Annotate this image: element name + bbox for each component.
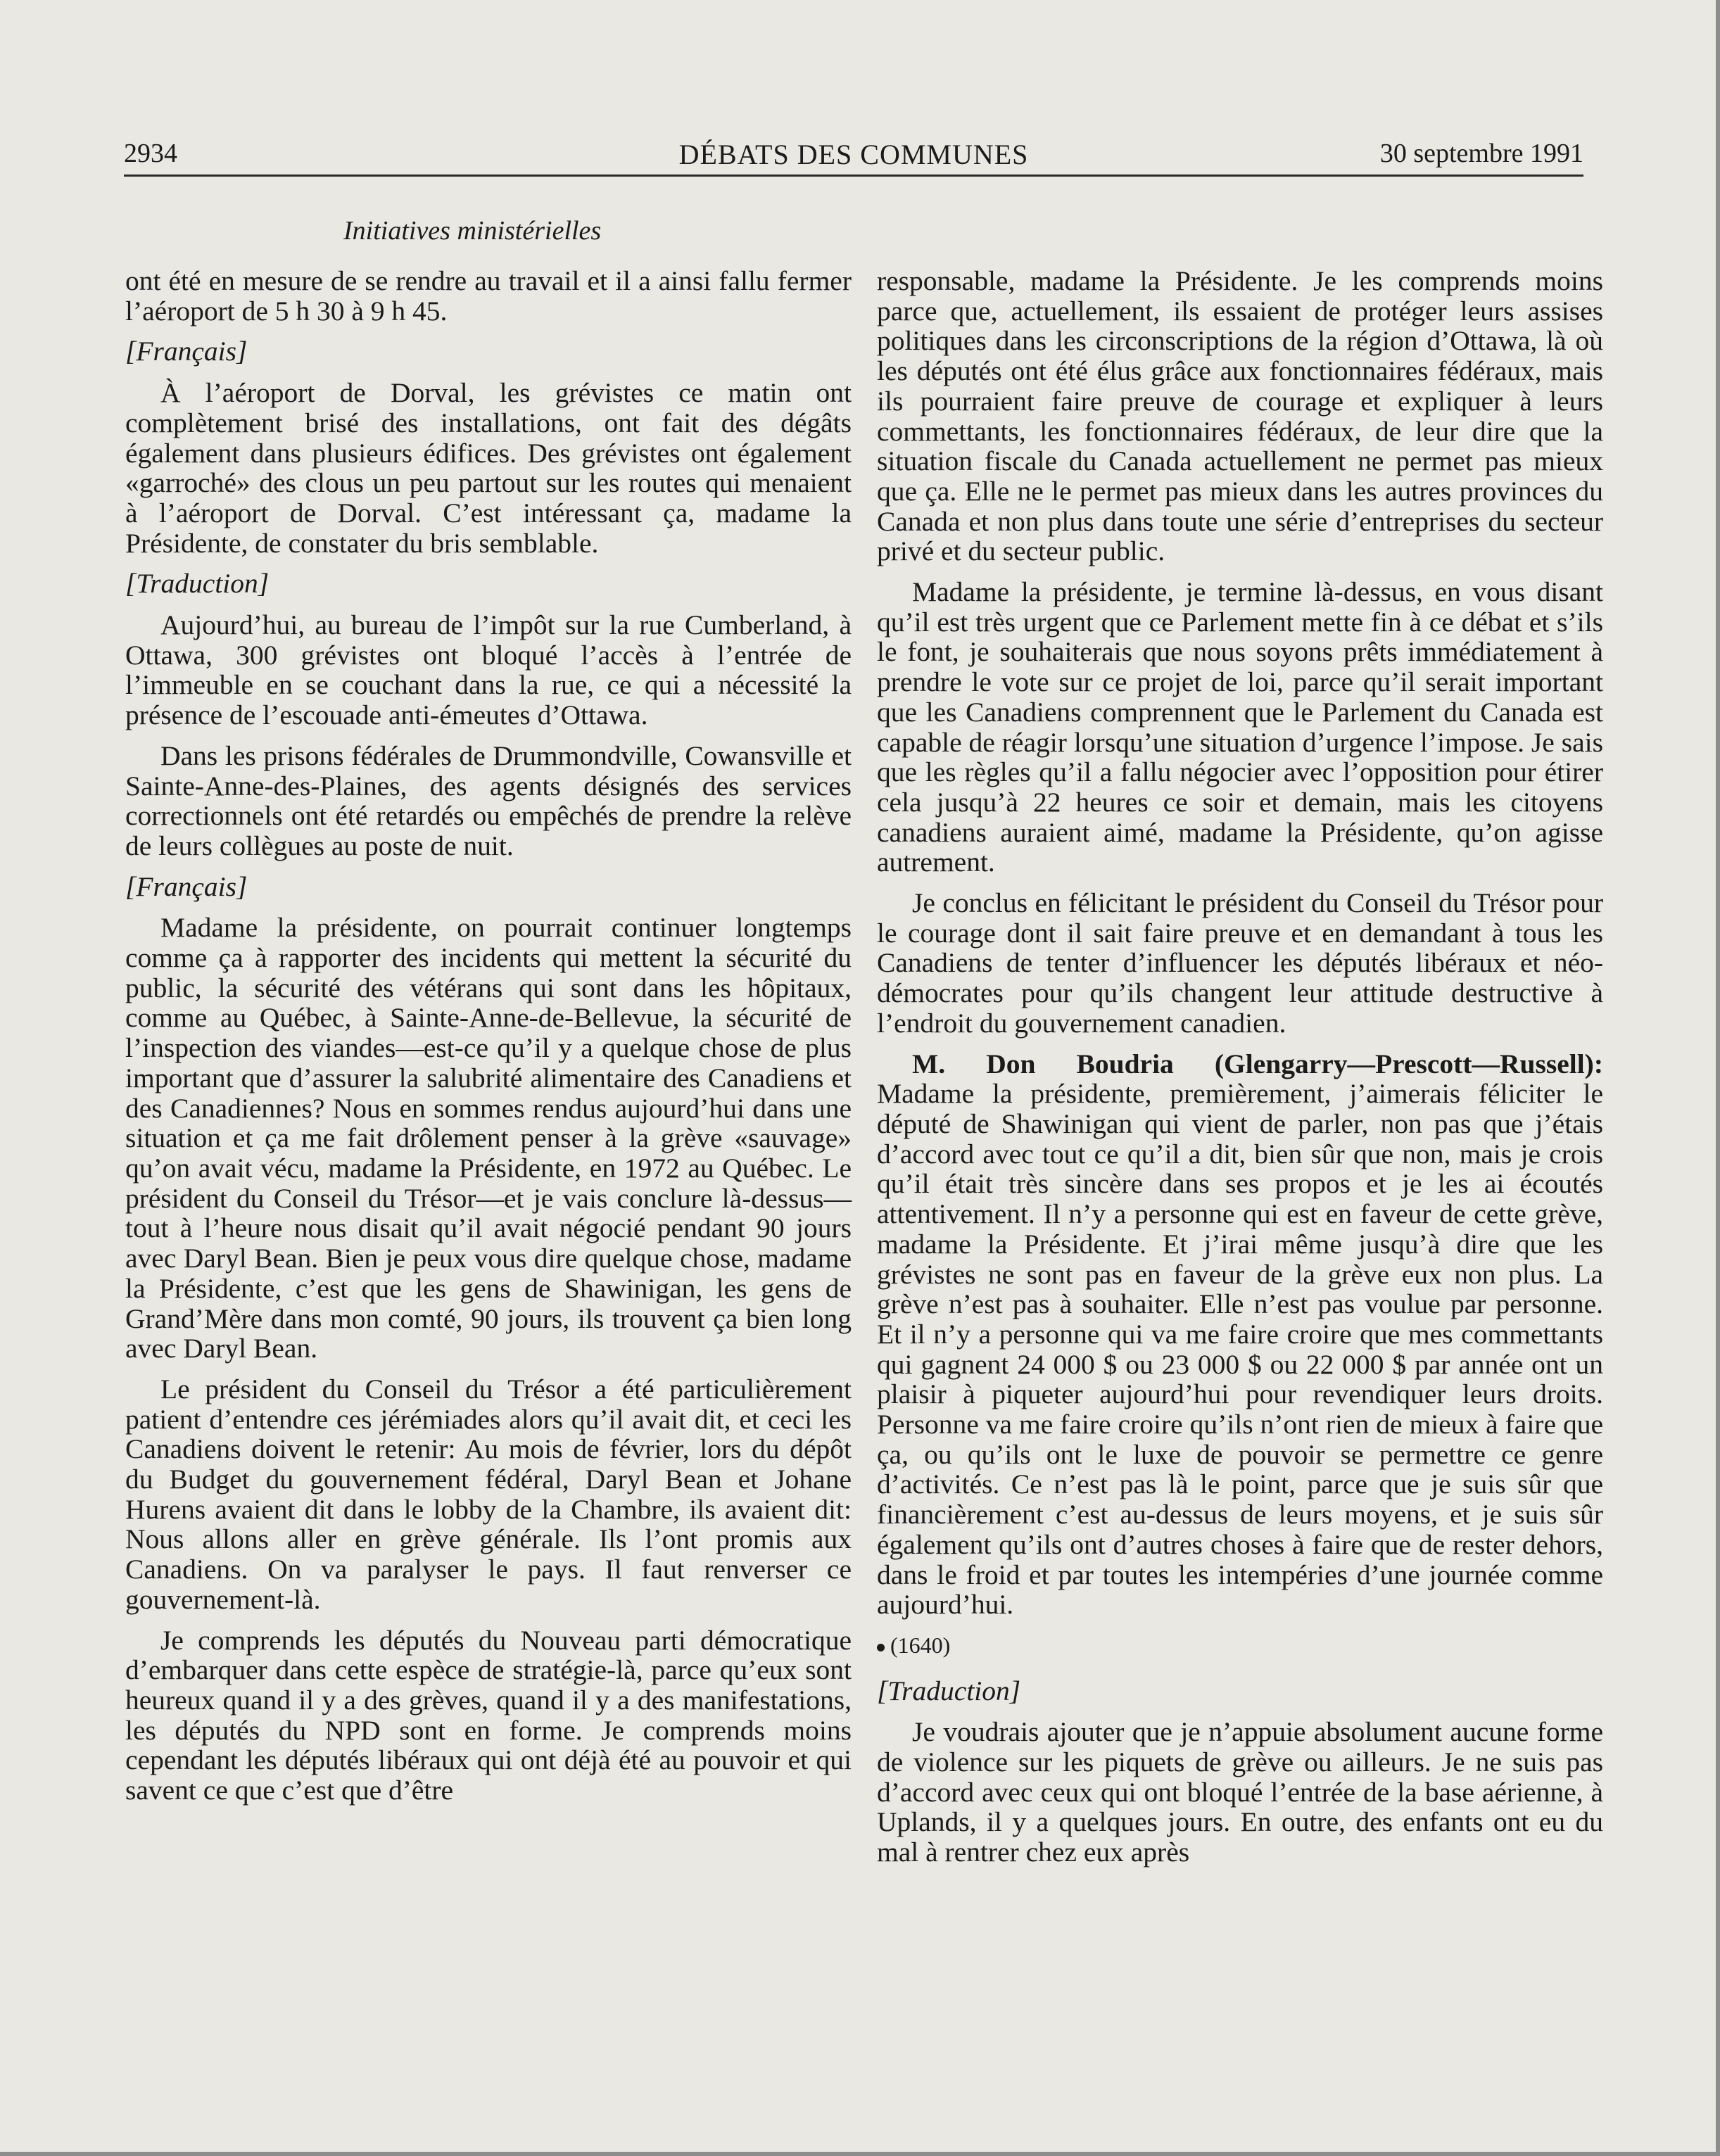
speech-paragraph: [877, 1049, 1603, 1620]
publication-title: DÉBATS DES COMMUNES: [678, 139, 1029, 170]
bullet-icon: [877, 1644, 885, 1651]
paragraph: À l’aéroport de Dorval, les grévistes ce matin ont complètement brisé des installations, ont fait des dégâts également dans plusieurs édifices. Des grévistes ont également «garroché» des clous un peu partout sur les routes qui menaient à l’aéroport de Dorval. C’est intéressant ça, madame la Présidente, de constater du bris semblable.: [125, 377, 852, 559]
scan-edge-bottom: [0, 2152, 1720, 2156]
paragraph: Le président du Conseil du Trésor a été particulièrement patient d’entendre ces jérémiades alors qu’il avait dit, et ceci les Canadiens doivent le retenir: Au mois de février, lors du dépôt du Budget du gouvernement fédéral, Daryl Bean et Johane Hurens avaient dit dans le lobby de la Chambre, ils avaient dit: Nous allons aller en grève générale. Ils l’ont promis aux Canadiens. On va paralyser le pays. Il faut renverser ce gouvernement-là.: [125, 1373, 852, 1615]
paragraph: ont été en mesure de se rendre au travail et il a ainsi fallu fermer l’aéroport de 5 h 30 à 9 h 45.: [125, 265, 852, 326]
paragraph: Je conclus en félicitant le président du Conseil du Trésor pour le courage dont il sait faire preuve et en demandant à tous les Canadiens de tenter d’influencer les députés libéraux et néo-démocrates pour qu’ils changent leur attitude destructive à l’endroit du gouvernement canadien.: [877, 887, 1603, 1039]
paragraph: Je comprends les députés du Nouveau parti démocratique d’embarquer dans cette espèce de stratégie-là, parce qu’eux sont heureux quand il y a des grèves, quand il y a des manifestations, les députés du NPD sont en forme. Je comprends moins cependant les députés libéraux qui ont déjà été au pouvoir et qui savent ce que c’est que d’être: [125, 1624, 852, 1806]
publication-date: 30 septembre 1991: [1379, 139, 1583, 168]
right-column: [877, 266, 1603, 1878]
speech-text: Madame la présidente, premièrement, j’aimerais féliciter le député de Shawinigan qui vient de parler, non pas que j’étais d’accord avec tout ce qu’il a dit, bien sûr que non, mais je crois qu’il était très sincère dans ses propos et je les ai écoutés attentivement. Il n’y a personne qui est en faveur de cette grève, madame la Présidente. Et j’irai même jusqu’à dire que les grévistes ne sont pas en faveur de la grève eux non plus. La grève n’est pas à souhaiter. Elle n’est pas voulue par personne. Et il n’y a personne qui va me faire croire que mes commettants qui gagnent 24 000 $ ou 23 000 $ ou 22 000 $ par année ont un plaisir à piqueter aujourd’hui pour revendiquer leurs droits. Personne va me faire croire qu’ils n’ont rien de mieux à faire que ça, ou qu’ils ont le luxe de pouvoir se permettre ce genre d’activités. Ce n’est pas là le point, parce que je suis sûr que financièrement c’est au-dessus de leurs moyens, et je suis sûr également qu’ils ont d’autres choses à faire que de rester dehors, dans le froid et par toutes les intempéries d’une journée comme aujourd’hui.: [877, 1078, 1603, 1621]
page-number: 2934: [124, 139, 177, 168]
paragraph: Madame la présidente, je termine là-dessus, en vous disant qu’il est très urgent que ce Parlement mette fin à ce débat et s’ils le font, je souhaiterais que nous soyons prêts immédiatement à prendre le vote sur ce projet de loi, parce qu’il serait important que les Canadiens comprennent que le Parlement du Canada est capable de réagir lorsqu’une situation d’urgence l’impose. Je sais que les règles qu’il a fallu négocier avec l’opposition pour étirer cela jusqu’à 22 heures ce soir et demain, mais les citoyens canadiens auraient aimé, madame la Présidente, qu’on agisse autrement.: [877, 576, 1603, 878]
header-rule: [124, 175, 1583, 177]
language-tag: [Français]: [125, 336, 248, 367]
page-header: [124, 138, 1583, 177]
speaker-name: M. Don Boudria (Glengarry—Prescott—Russell):: [912, 1048, 1603, 1079]
section-heading: Initiatives ministérielles: [343, 216, 602, 246]
language-tag: [Traduction]: [125, 568, 270, 600]
paragraph: Je voudrais ajouter que je n’appuie absolument aucune forme de violence sur les piquets de grève ou ailleurs. Je ne suis pas d’accord avec ceux qui ont bloqué l’entrée de la base aérienne, à Uplands, il y a quelques jours. En outre, des enfants ont eu du mal à rentrer chez eux après: [877, 1716, 1603, 1868]
time-label: (1640): [890, 1632, 951, 1658]
language-tag: [Français]: [125, 870, 248, 902]
paragraph: responsable, madame la Présidente. Je les comprends moins parce que, actuellement, ils essaient de protéger leurs assises politiques dans les circonscriptions de la région d’Ottawa, là où les députés ont été élus grâce aux fonctionnaires fédéraux, mais ils pourraient faire preuve de courage et expliquer à leurs commettants, les fonctionnaires fédéraux, de leur dire que la situation fiscale du Canada actuellement ne permet pas mieux que ça. Elle ne le permet pas mieux dans les autres provinces du Canada et non plus dans toute une série d’entreprises du secteur privé et du secteur public.: [877, 265, 1603, 567]
paragraph: Dans les prisons fédérales de Drummondville, Cowansville et Sainte-Anne-des-Plaines, des agents désignés des services correctionnels ont été retardés ou empêchés de prendre la relève de leurs collègues au poste de nuit.: [125, 740, 852, 861]
scan-edge-right: [1716, 0, 1720, 2156]
paragraph: Madame la présidente, on pourrait continuer longtemps comme ça à rapporter des incidents qui mettent la sécurité du public, la sécurité des vétérans qui sont dans les hôpitaux, comme au Québec, à Sainte-Anne-de-Bellevue, la sécurité de l’inspection des viandes—est-ce qu’il y a quelque chose de plus important que d’assurer la salubrité alimentaire des Canadiens et des Canadiennes? Nous en sommes rendus aujourd’hui dans une situation et ça me fait drôlement penser à la grève «sauvage» qu’on avait vécu, madame la Présidente, en 1972 au Québec. Le président du Conseil du Trésor—et je vais conclure là-dessus—tout à l’heure nous disait qu’il avait négocié pendant 90 jours avec Daryl Bean. Bien je peux vous dire quelque chose, madame la Présidente, c’est que les gens de Shawinigan, les gens de Grand’Mère dans mon comté, 90 jours, ils trouvent ça bien long avec Daryl Bean.: [125, 912, 852, 1364]
language-tag: [Traduction]: [877, 1675, 1021, 1706]
left-column: [125, 266, 852, 1816]
timestamp: [877, 1630, 1603, 1661]
paragraph: Aujourd’hui, au bureau de l’impôt sur la rue Cumberland, à Ottawa, 300 grévistes ont bloqué l’accès à l’entrée de l’immeuble en se couchant dans la rue, ce qui a nécessité la présence de l’escouade anti-émeutes d’Ottawa.: [125, 609, 852, 731]
